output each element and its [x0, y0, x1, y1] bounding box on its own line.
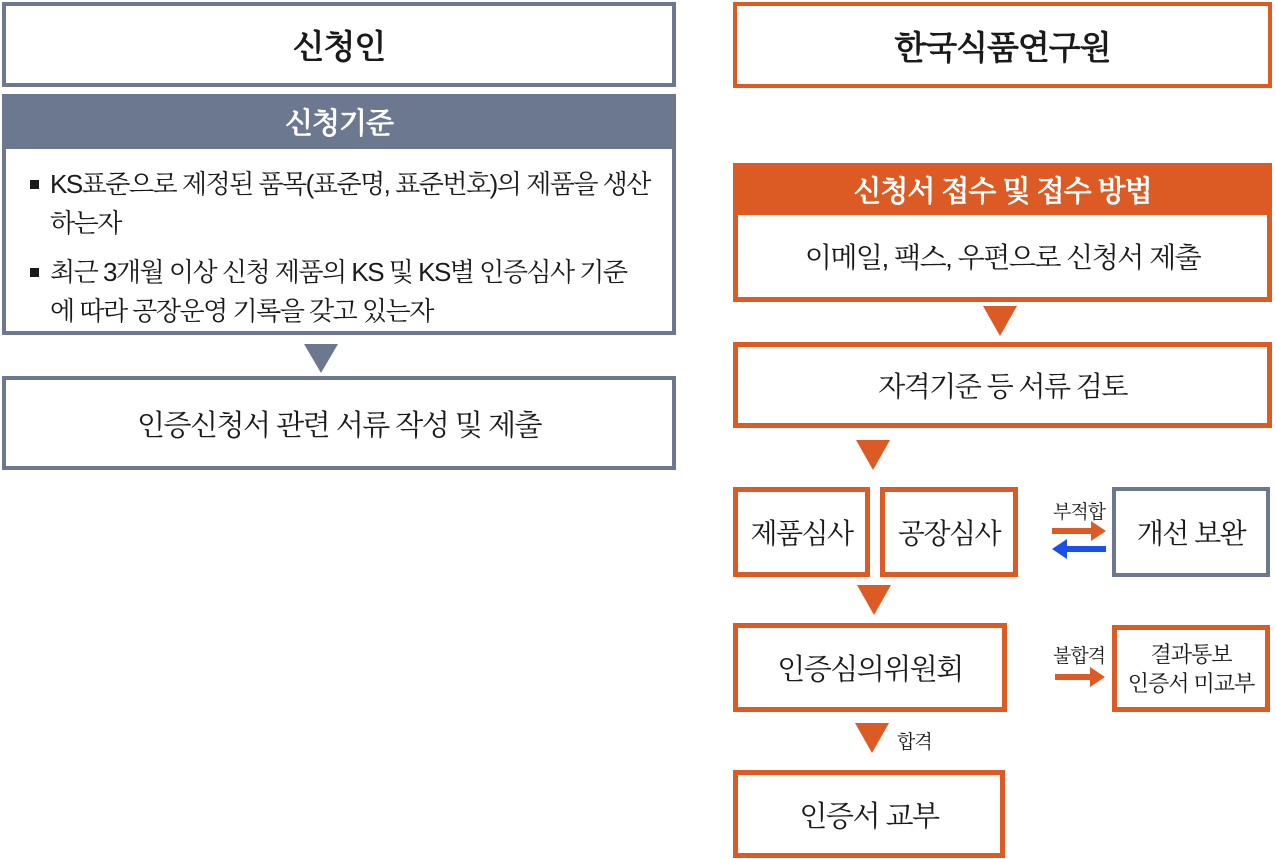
arrow-head — [1091, 521, 1106, 541]
reception-body-label: 이메일, 팩스, 우편으로 신청서 제출 — [804, 242, 1201, 273]
flow-arrow-down-icon — [304, 344, 338, 373]
product-audit-box — [733, 487, 870, 577]
reception-section — [733, 163, 1272, 302]
criteria-item-text: KS표준으로 제정된 품목(표준명, 표준번호)의 제품을 생산하는자 — [50, 169, 650, 238]
submit-documents-box — [2, 376, 676, 470]
arrow-head — [1052, 539, 1067, 559]
pass-label: 합격 — [897, 732, 932, 753]
document-review-label: 자격기준 등 서류 검토 — [878, 371, 1127, 402]
criteria-item — [28, 165, 650, 243]
institute-title-box — [733, 2, 1272, 88]
criteria-item — [28, 253, 650, 331]
fail-result-box — [1112, 625, 1270, 712]
document-review-box — [733, 342, 1272, 428]
fail-result-line1: 결과통보 — [1150, 641, 1232, 667]
fail-label: 불합격 — [1052, 646, 1106, 667]
certification-committee-label: 인증심의위원회 — [777, 654, 963, 686]
factory-audit-box — [880, 487, 1018, 577]
reception-header-label: 신청서 접수 및 접수 방법 — [853, 175, 1152, 208]
flow-arrow-down-icon — [983, 306, 1017, 336]
arrow-left-icon — [1052, 539, 1106, 559]
flow-arrow-down-icon — [855, 723, 889, 753]
fail-result-line2: 인증서 미교부 — [1127, 670, 1255, 696]
certificate-issue-label: 인증서 교부 — [799, 800, 939, 833]
criteria-item-text: 최근 3개월 이상 신청 제품의 KS 및 KS별 인증심사 기준에 따라 공장운영 기록을 갖고 있는자 — [50, 257, 627, 326]
flow-arrow-down-icon — [857, 585, 891, 615]
arrow-right-icon — [1052, 521, 1106, 541]
criteria-header-label: 신청기준 — [284, 108, 394, 140]
criteria-list — [2, 149, 676, 335]
institute-title: 한국식품연구원 — [894, 28, 1111, 66]
factory-audit-label: 공장심사 — [897, 518, 1001, 549]
nonconforming-label: 부적합 — [1052, 502, 1106, 523]
arrow-right-icon — [1055, 667, 1105, 687]
certificate-issue-box — [733, 770, 1005, 858]
arrow-shaft — [1066, 546, 1106, 552]
product-audit-label: 제품심사 — [750, 518, 853, 549]
applicant-title-box — [2, 2, 676, 87]
improvement-label: 개선 보완 — [1136, 518, 1246, 549]
reception-body-box — [733, 215, 1272, 302]
application-criteria-section — [2, 94, 676, 335]
arrow-shaft — [1055, 674, 1091, 680]
bullet-square-icon — [30, 180, 39, 189]
flow-arrow-down-icon — [856, 440, 890, 470]
arrow-head — [1090, 667, 1105, 687]
submit-documents-label: 인증신청서 관련 서류 작성 및 제출 — [137, 409, 541, 442]
criteria-header — [2, 94, 676, 149]
certification-committee-box — [733, 623, 1007, 712]
bullet-square-icon — [30, 268, 39, 277]
arrow-shaft — [1052, 528, 1092, 534]
reception-header — [733, 163, 1272, 215]
applicant-title: 신청인 — [292, 28, 386, 65]
improvement-box — [1112, 487, 1270, 577]
